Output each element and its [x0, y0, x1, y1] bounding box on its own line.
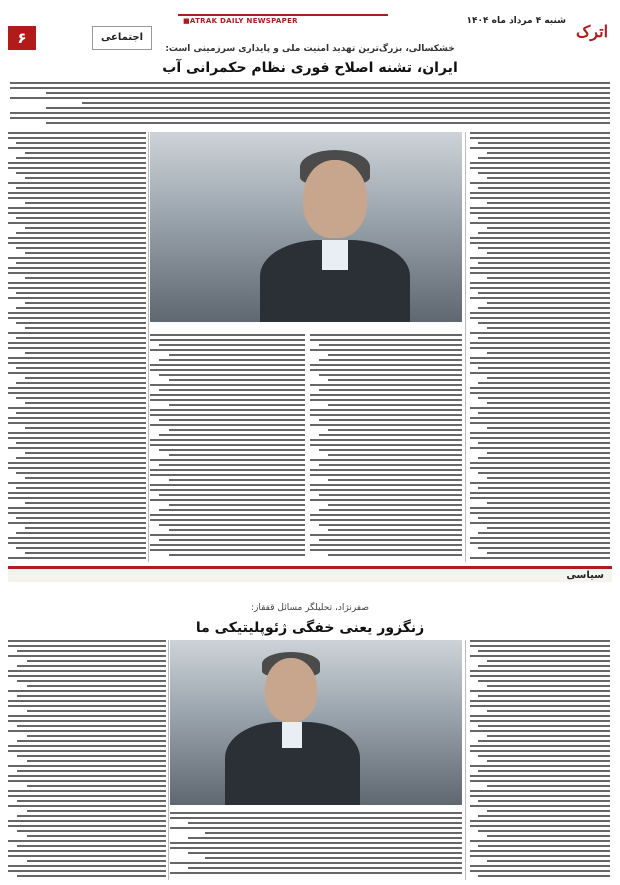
section-bar — [8, 566, 612, 582]
column-divider — [168, 640, 169, 880]
section-tab: اجتماعی — [92, 26, 152, 50]
lead-article-photo — [150, 132, 462, 322]
date-line: شنبه ۴ مرداد ماه ۱۴۰۴ — [466, 16, 566, 26]
column-divider — [148, 132, 149, 562]
second-article-column-2 — [170, 812, 462, 880]
newspaper-logo: اترک — [575, 22, 609, 41]
lead-article-column-2b — [150, 334, 305, 562]
column-divider — [465, 132, 466, 562]
lead-article-column-1 — [470, 132, 610, 562]
lead-article-column-2a — [310, 334, 462, 562]
lead-article-summary — [10, 82, 610, 128]
second-article-column-1 — [470, 640, 610, 880]
newspaper-name: ■ATRAK DAILY NEWSPAPER — [183, 17, 298, 25]
second-article-title: زنگزور یعنی خفگی ژئوپلیتیکی ما — [195, 620, 425, 636]
lead-article-kicker: خشکسالی، بزرگ‌ترین تهدید امنیت ملی و پایداری سرزمینی است: — [165, 44, 455, 54]
lead-article-title: ایران، تشنه اصلاح فوری نظام حکمرانی آب — [162, 60, 458, 76]
masthead-top-rule — [178, 14, 388, 16]
page-number-badge: ۶ — [8, 26, 36, 50]
column-divider — [465, 640, 466, 880]
section-label: سیاسی — [566, 570, 604, 581]
lead-article-column-3 — [8, 132, 146, 562]
second-article-photo — [170, 640, 462, 805]
second-article-kicker: صفرنژاد، تحلیلگر مسائل قفقاز: — [251, 603, 369, 613]
second-article-column-3 — [8, 640, 166, 880]
